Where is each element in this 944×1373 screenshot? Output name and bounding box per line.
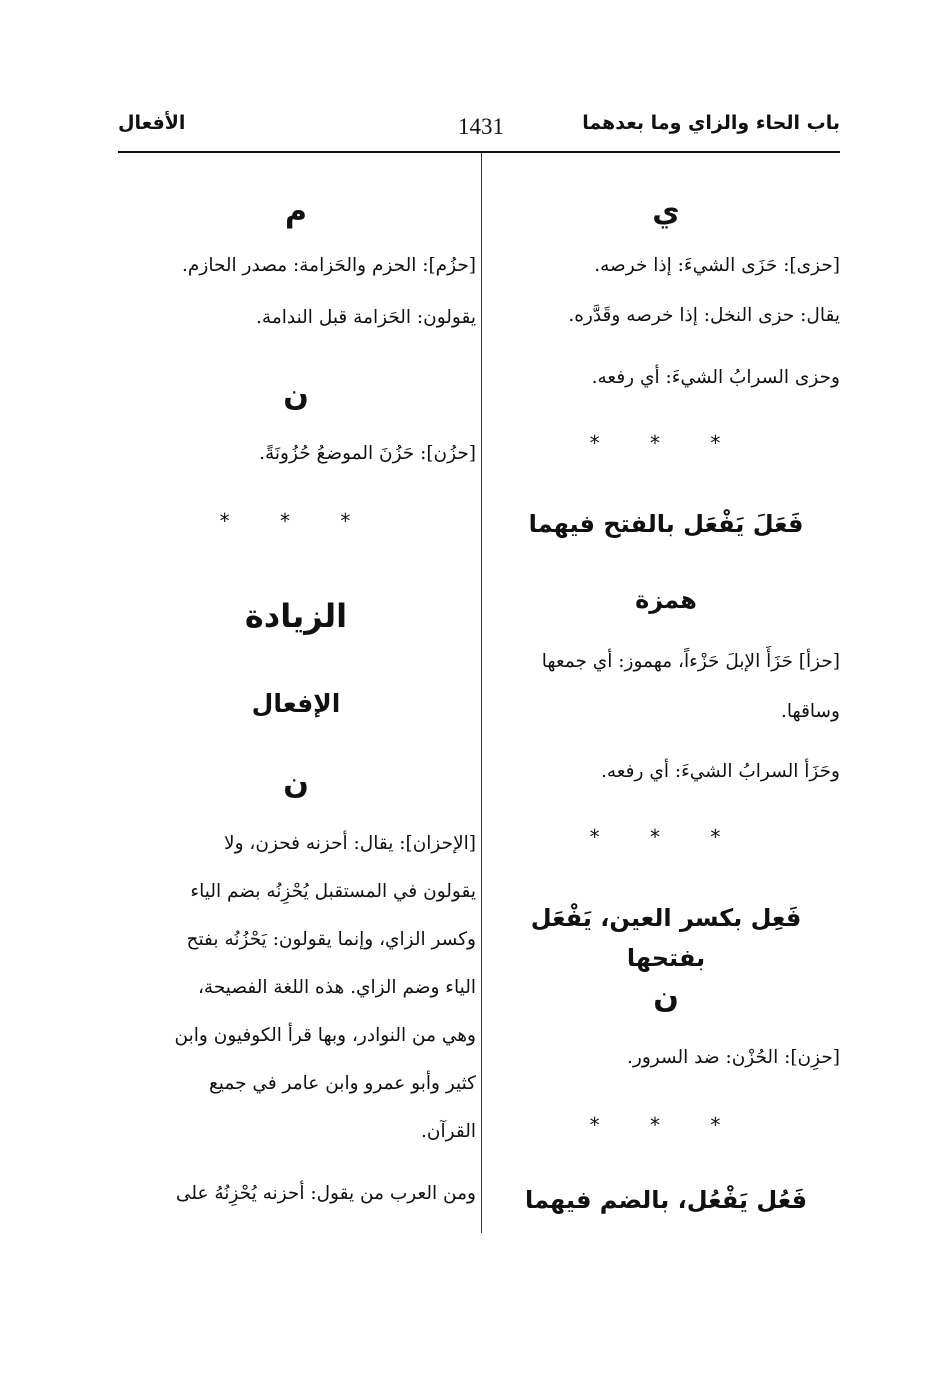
separator-stars: * * *	[589, 825, 743, 849]
column-divider	[481, 153, 482, 1233]
letter-nun: ن	[283, 378, 309, 413]
heading-ziyada: الزيادة	[244, 597, 348, 635]
entry-hazaa-2: يقال: حزى النخل: إذا خرصه وقَدَّره.	[568, 305, 840, 326]
entry-haza-2: وساقها.	[781, 701, 840, 722]
entry-ihzan-continuation: ومن العرب من يقول: أحزنه يُحْزِنُهُ على	[175, 1183, 476, 1204]
page-number: 1431	[458, 114, 504, 139]
entry-ihzan-line-2: يقولون في المستقبل يُحْزِنُه بضم الياء	[190, 881, 476, 902]
chapter-title: باب الحاء والزاي وما بعدهما	[582, 112, 840, 134]
entry-hazaa-1: [حزى]: حَزَى الشيءَ: إذا خرصه.	[594, 255, 840, 276]
heading-faala: فَعَلَ يَفْعَل بالفتح فيهما	[528, 510, 804, 538]
entry-hazun: [حزُن]: حَزُنَ الموضعُ حُزُونَةً.	[259, 443, 476, 464]
heading-faula: فَعُل يَفْعُل، بالضم فيهما	[524, 1186, 808, 1214]
header-rule	[118, 151, 840, 153]
letter-ya: ي	[652, 194, 680, 229]
separator-stars: * * *	[219, 509, 373, 533]
entry-ihzan-line-5: وهي من النوادر، وبها قرأ الكوفيون وابن	[174, 1025, 476, 1046]
entry-hazm-1: [حزُم]: الحزم والحَزامة: مصدر الحازم.	[182, 255, 476, 276]
entry-ihzan-line-1: [الإحزان]: يقال: أحزنه فحزن، ولا	[224, 833, 476, 854]
letter-nun: ن	[283, 766, 309, 801]
heading-ifal: الإفعال	[251, 689, 341, 718]
entry-ihzan-line-6: كثير وأبو عمرو وابن عامر في جميع	[208, 1073, 476, 1094]
letter-mim: م	[285, 194, 307, 229]
entry-haza-3: وحَزَأ السرابُ الشيءَ: أي رفعه.	[600, 761, 840, 782]
separator-stars: * * *	[589, 1113, 743, 1137]
separator-stars: * * *	[589, 431, 743, 455]
entry-ihzan-line-4: الياء وضم الزاي. هذه اللغة الفصيحة،	[197, 977, 476, 998]
entry-huzn: [حزِن]: الحُزْن: ضد السرور.	[627, 1047, 840, 1068]
entry-hazm-2: يقولون: الحَزامة قبل الندامة.	[256, 307, 476, 328]
heading-faila: فَعِل بكسر العين، يَفْعَل بفتحها	[530, 904, 802, 972]
section-title: الأفعال	[118, 112, 186, 134]
entry-haza-1: [حزأ] حَزَأَ الإبلَ حَزْءاً، مهموز: أي جمعها	[541, 651, 840, 672]
entry-ihzan-line-7: القرآن.	[421, 1121, 476, 1142]
page-header	[118, 106, 840, 146]
entry-ihzan-line-3: وكسر الزاي، وإنما يقولون: يَحْزُنُه بفتح	[186, 929, 476, 950]
entry-hazaa-3: وحزى السرابُ الشيءَ: أي رفعه.	[591, 367, 840, 388]
letter-nun: ن	[653, 980, 679, 1015]
heading-hamza: همزة	[635, 586, 697, 614]
